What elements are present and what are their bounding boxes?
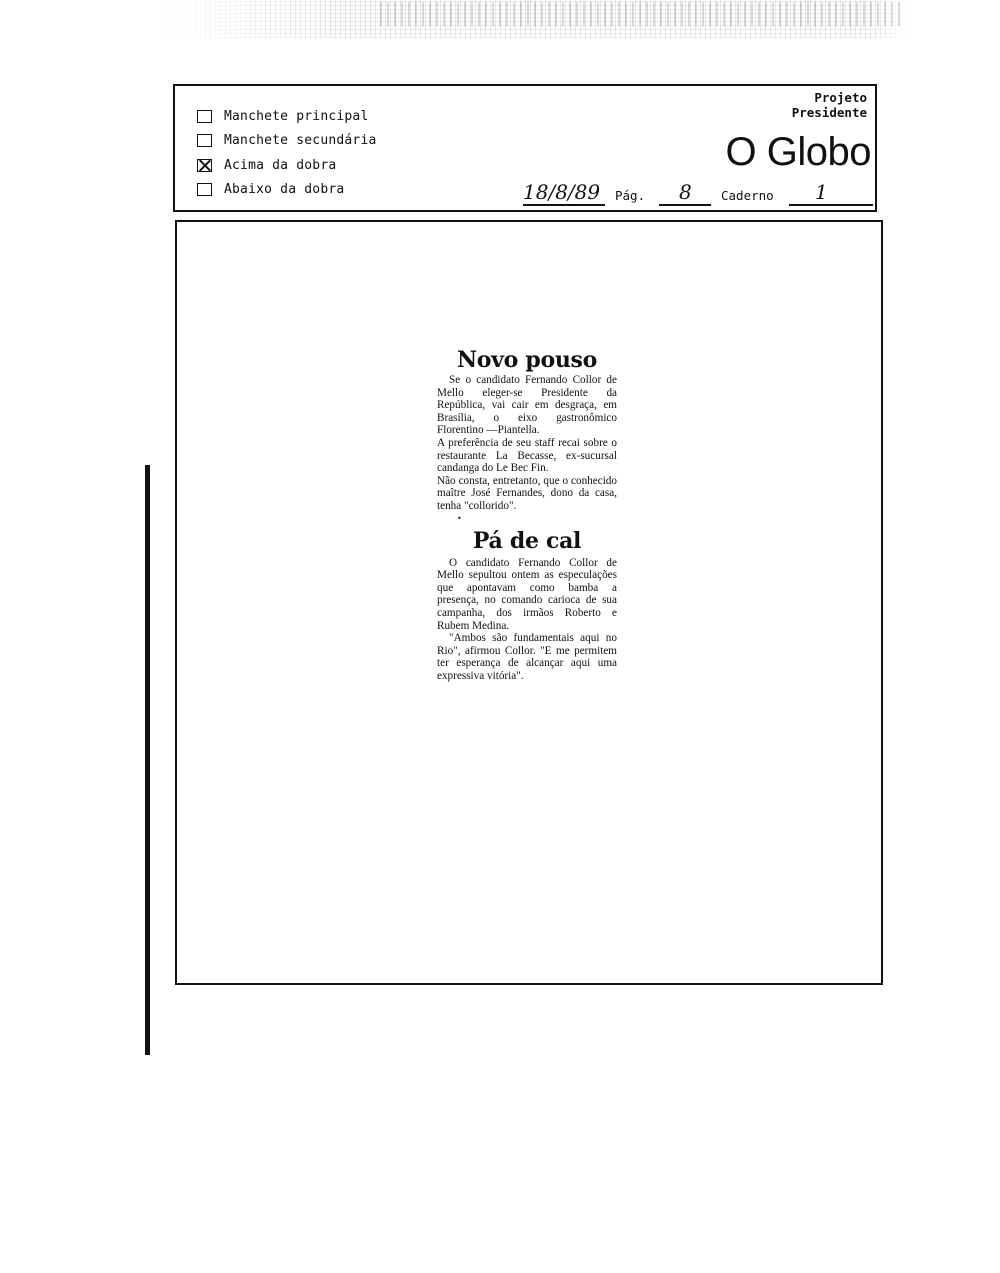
binding-line	[145, 465, 150, 1055]
paragraph: Se o candidato Fernando Collor de Mello eleger-se Presidente da República, vai cair em desgraça, em Brasília, o eixo gastronômico Florentino —Piantella.	[437, 374, 617, 437]
article-body-1	[437, 374, 617, 513]
checklist-label: Abaixo da dobra	[224, 182, 345, 198]
paragraph: A preferência de seu staff recai sobre o restaurante La Becasse, ex-sucursal candanga do Le Bec Fin.	[437, 436, 617, 475]
headline-novo-pouso: Novo pouso	[456, 347, 597, 373]
section-label: Caderno	[721, 188, 774, 203]
project-title	[792, 90, 867, 120]
checkbox-manchete-secundaria[interactable]	[197, 134, 212, 147]
date-underline	[523, 204, 605, 206]
publication-date: 18/8/89	[523, 180, 601, 204]
section-value: 1	[815, 180, 828, 204]
section-separator: •	[457, 513, 462, 523]
checklist-label: Manchete principal	[224, 108, 369, 124]
checkbox-acima-da-dobra[interactable]	[197, 159, 212, 172]
newspaper-name: O Globo	[725, 130, 871, 174]
article-body-2	[437, 557, 617, 683]
section-underline	[789, 204, 873, 206]
checklist-item-acima-da-dobra	[197, 153, 377, 178]
checklist-item-manchete-principal	[197, 104, 377, 129]
clipping-header	[173, 84, 877, 212]
page-value: 8	[679, 180, 692, 204]
paragraph: O candidato Fernando Collor de Mello sepultou ontem as especulações que apontavam como bamba a presença, no comando carioca de sua campanha, dos irmãos Roberto e Rubem Medina.	[437, 556, 617, 632]
checkbox-manchete-principal[interactable]	[197, 110, 212, 123]
paragraph: "Ambos são fundamentais aqui no Rio", afirmou Collor. "E me permitem ter esperança de alcançar aqui uma expressiva vitória".	[437, 632, 617, 682]
page-label: Pág.	[615, 188, 646, 203]
project-line-1: Projeto	[814, 90, 867, 105]
scan-noise-dark	[380, 2, 900, 26]
checklist-item-abaixo-da-dobra	[197, 178, 377, 203]
headline-pa-de-cal: Pá de cal	[472, 527, 582, 554]
checklist-label: Acima da dobra	[224, 157, 337, 173]
project-line-2: Presidente	[791, 105, 867, 120]
checklist-item-manchete-secundaria	[197, 129, 377, 154]
page-underline	[659, 204, 711, 206]
checklist-label: Manchete secundária	[224, 133, 377, 149]
placement-checklist	[197, 104, 377, 202]
publication-meta	[523, 180, 873, 208]
newspaper-clipping	[437, 346, 617, 682]
paragraph: Não consta, entretanto, que o conhecido maître José Fernandes, dono da casa, tenha "collorido".	[437, 474, 617, 512]
checkbox-abaixo-da-dobra[interactable]	[197, 183, 212, 196]
